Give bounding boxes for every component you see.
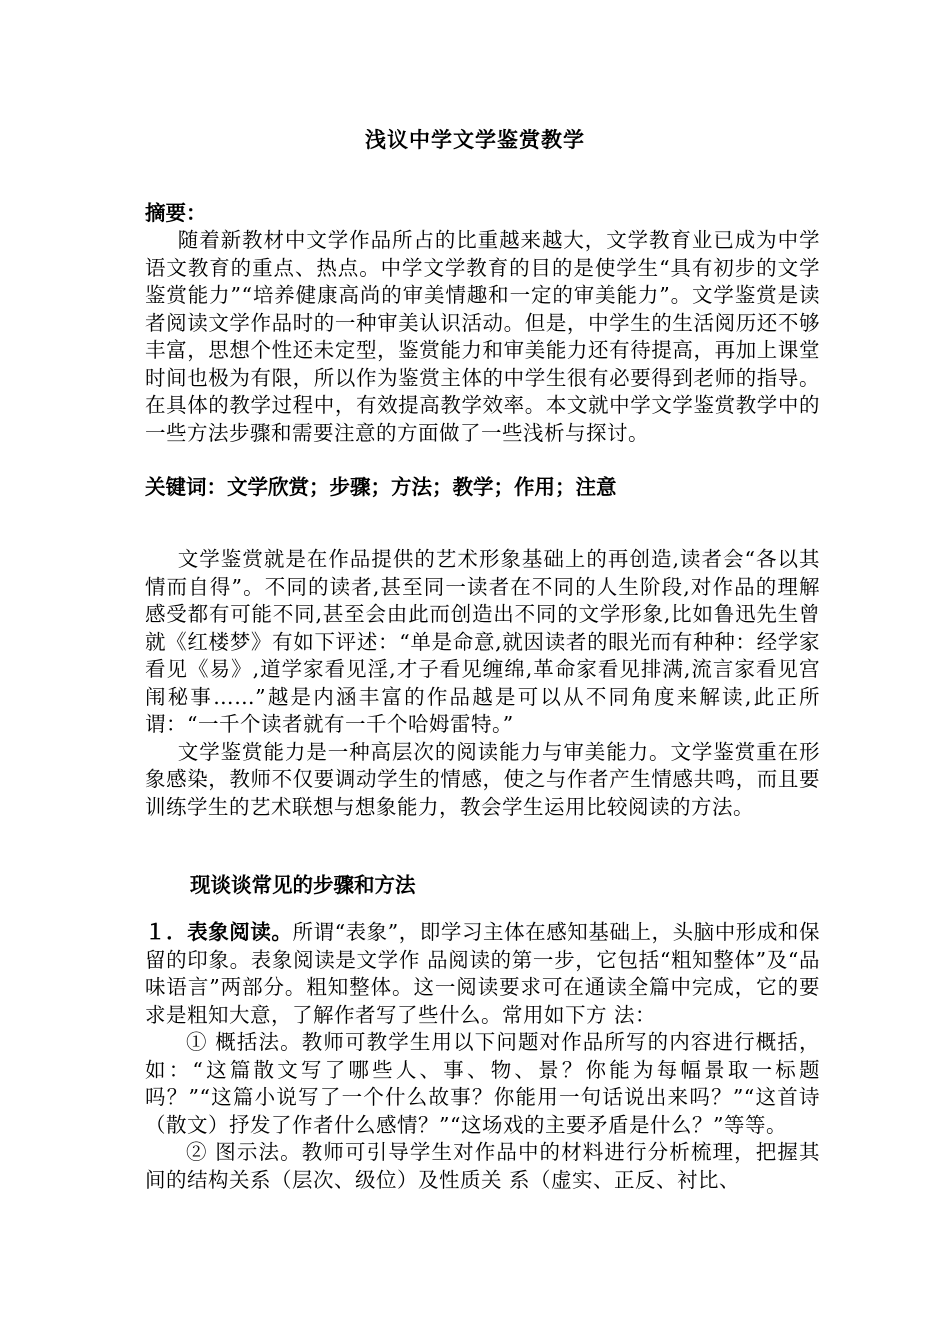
abstract-label: 摘要： [145, 201, 207, 225]
item-1-text: 所谓“表象”，即学习主体在感知基础上，头脑中形成和保留的印象。表象阅读是文学作 品阅读的第一步，它包括“粗知整体”及“品味语言”两部分。粗知整体。这一阅读要求可在通读全篇中完成，它的要求是粗知大意，了解作者写了些什么。常用如下方 法： [145, 920, 820, 1027]
method-1-paragraph: ① 概括法。教师可教学生用以下问题对作品所写的内容进行概括，如：“这篇散文写了哪些人、事、物、景？你能为每幅景取一标题吗？”“这篇小说写了一个什么故事？你能用一句话说出来吗？”“这首诗（散文）抒发了作者什么感情？”“这场戏的主要矛盾是什么？”等等。 [145, 1030, 820, 1137]
section-heading: 现谈谈常见的步骤和方法 [190, 873, 416, 897]
abstract-body [145, 227, 820, 447]
abstract-text: 随着新教材中文学作品所占的比重越来越大，文学教育业已成为中学语文教育的重点、热点。中学文学教育的目的是使学生“具有初步的文学鉴赏能力”“培养健康高尚的审美情趣和一定的审美能力”。文学鉴赏是读者阅读文学作品时的一种审美认识活动。但是，中学生的生活阅历还不够丰富，思想个性还未定型，鉴赏能力和审美能力还有待提高，再加上课堂时间也极为有限，所以作为鉴赏主体的中学生很有必要得到老师的指导。在具体的教学过程中，有效提高教学效率。本文就中学文学鉴赏教学中的一些方法步骤和需要注意的方面做了一些浅析与探讨。 [145, 228, 820, 445]
body-paragraph-1: 文学鉴赏就是在作品提供的艺术形象基础上的再创造,读者会“各以其情而自得”。不同的读者,甚至同一读者在不同的人生阶段,对作品的理解感受都有可能不同,甚至会由此而创造出不同的文学形象,比如鲁迅先生曾就《红楼梦》有如下评述：“单是命意,就因读者的眼光而有种种：经学家看见《易》,道学家看见淫,才子看见缠绵,革命家看见排满,流言家看见宫闱秘事……”越是内涵丰富的作品越是可以从不同角度来解读,此正所谓：“一千个读者就有一千个哈姆雷特。” [145, 547, 820, 736]
document-title: 浅议中学文学鉴赏教学 [365, 128, 585, 152]
body-intro [145, 546, 820, 821]
item-1-paragraph [145, 919, 820, 1029]
method-section [145, 919, 820, 1194]
item-1-label: １．表象阅读。 [145, 920, 293, 944]
body-paragraph-2: 文学鉴赏能力是一种高层次的阅读能力与审美能力。文学鉴赏重在形象感染，教师不仅要调动学生的情感，使之与作者产生情感共鸣，而且要训练学生的艺术联想与想象能力，教会学生运用比较阅读的方法。 [145, 739, 820, 819]
keywords-line: 关键词：文学欣赏；步骤；方法；教学；作用；注意 [145, 475, 617, 499]
method-2-paragraph: ② 图示法。教师可引导学生对作品中的材料进行分析梳理，把握其间的结构关系（层次、级位）及性质关 系（虚实、正反、衬比、 [145, 1140, 820, 1192]
